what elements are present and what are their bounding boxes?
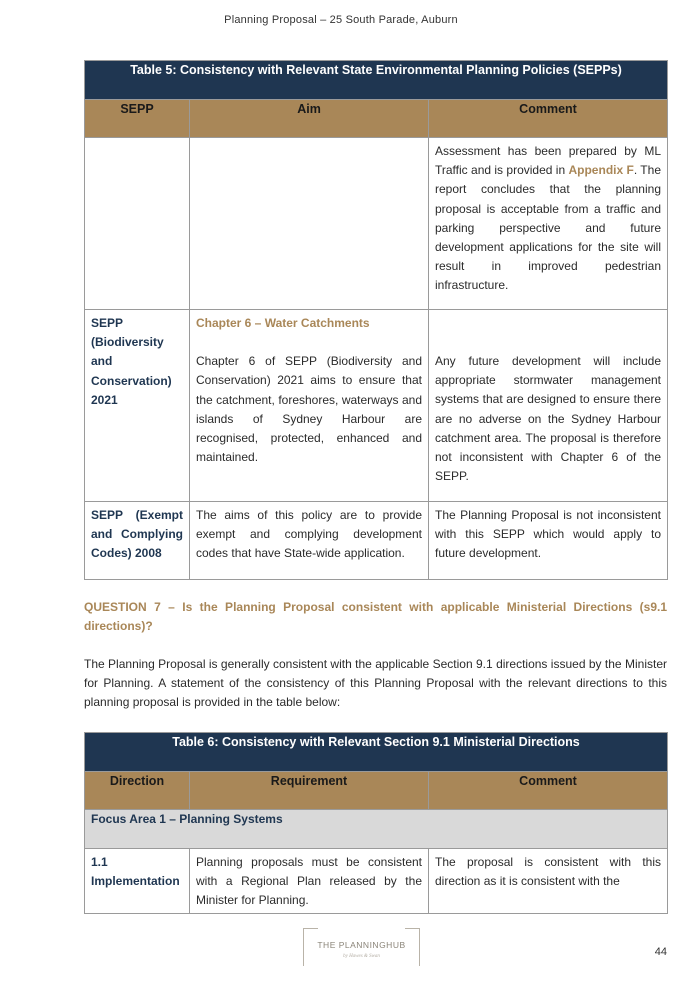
- table-6-title: Table 6: Consistency with Relevant Section 9.1 Ministerial Directions: [85, 733, 668, 772]
- requirement-cell: Planning proposals must be consistent with a Regional Plan released by the Minister for Planning.: [190, 849, 429, 914]
- table-5-title: Table 5: Consistency with Relevant State Environmental Planning Policies (SEPPs): [85, 61, 668, 100]
- sepp-cell: SEPP (Exempt and Complying Codes) 2008: [85, 502, 190, 580]
- aim-cell: The aims of this policy are to provide exempt and complying development codes that have State-wide application.: [190, 502, 429, 580]
- comment-text-continued: . The report concludes that the planning proposal is acceptable from a traffic and parking perspective and future development applications for the site will result in improved pedestrian infrastructure.: [435, 163, 661, 293]
- aim-heading: Chapter 6 – Water Catchments: [196, 316, 370, 330]
- appendix-f-reference: Appendix F: [568, 163, 634, 178]
- direction-cell: 1.1 Implementation: [85, 849, 190, 914]
- table-6-header-comment: Comment: [429, 772, 668, 810]
- running-header: Planning Proposal – 25 South Parade, Auburn: [224, 14, 458, 26]
- table-row: [85, 310, 668, 502]
- aim-cell: [190, 138, 429, 310]
- table-5-header-sepp: SEPP: [85, 100, 190, 138]
- table-5-sepp-consistency: [84, 60, 668, 580]
- table-6-header-requirement: Requirement: [190, 772, 429, 810]
- comment-text: Assessment has been prepared by ML Traffic and is provided in: [435, 144, 661, 178]
- logo-frame-corner-right: [405, 928, 419, 935]
- table-6-header-direction: Direction: [85, 772, 190, 810]
- logo-tagline: by Hawes & Swan: [343, 954, 380, 959]
- page-number: 44: [654, 946, 667, 958]
- aim-cell: [190, 310, 429, 502]
- table-5-header-aim: Aim: [190, 100, 429, 138]
- comment-text: Any future development will include appropriate stormwater management systems that are designed to ensure there are no adverse on the Sydney Harbour catchment area. The proposal is therefore not inconsistent with Chapter 6 of the SEPP.: [435, 354, 661, 484]
- aim-text: Chapter 6 of SEPP (Biodiversity and Conservation) 2021 aims to ensure that the catchment, foreshores, waterways and islands of Sydney Harbour are recognised, protected, enhanced and maintained.: [196, 354, 422, 465]
- planning-hub-logo: [303, 928, 420, 966]
- question-7-heading: QUESTION 7 – Is the Planning Proposal consistent with applicable Ministerial Directions (s9.1 directions)?: [84, 600, 667, 634]
- body-paragraph: The Planning Proposal is generally consistent with the applicable Section 9.1 directions issued by the Minister for Planning. A statement of the consistency of this Planning Proposal with the relevant directions to this planning proposal is provided in the table below:: [84, 657, 667, 710]
- table-row: [85, 849, 668, 914]
- logo-wordmark: THE PLANNINGHUB: [317, 940, 406, 950]
- table-5-header-comment: Comment: [429, 100, 668, 138]
- focus-area-heading: Focus Area 1 – Planning Systems: [85, 810, 668, 849]
- table-row: [85, 138, 668, 310]
- comment-cell: The proposal is consistent with this direction as it is consistent with the: [429, 849, 668, 914]
- logo-frame-corner-left: [304, 928, 318, 935]
- table-6-ministerial-directions: [84, 732, 668, 914]
- table-row: [85, 502, 668, 580]
- sepp-cell: [85, 138, 190, 310]
- comment-cell: [429, 138, 668, 310]
- sepp-cell: SEPP (Biodiversity and Conservation) 2021: [85, 310, 190, 502]
- comment-cell: The Planning Proposal is not inconsistent with this SEPP which would apply to future development.: [429, 502, 668, 580]
- comment-cell: [429, 310, 668, 502]
